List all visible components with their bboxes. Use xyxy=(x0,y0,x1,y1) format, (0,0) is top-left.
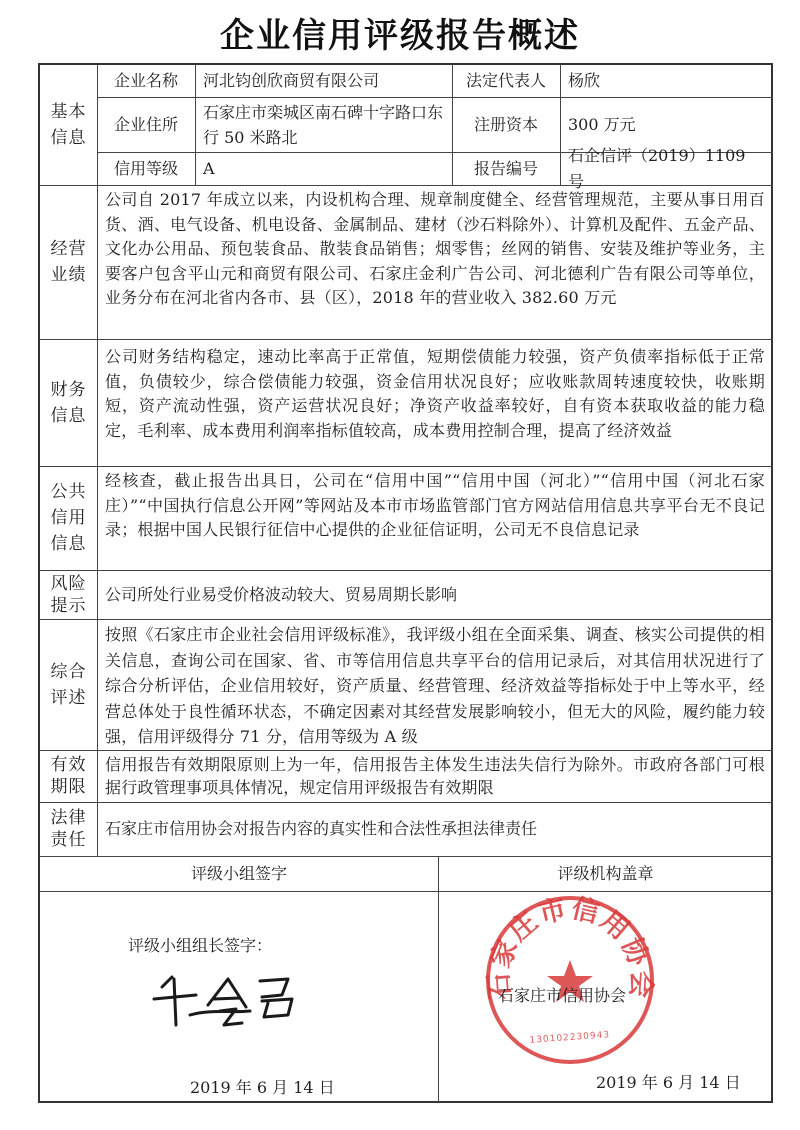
overall-label: 综合评述 xyxy=(50,661,87,708)
risk-text: 公司所处行业易受价格波动较大、贸易周期长影响 xyxy=(105,584,458,604)
legal-label: 法律责任 xyxy=(50,808,87,850)
business-label: 经营业绩 xyxy=(50,239,87,285)
legal-rep-value: 杨欣 xyxy=(568,71,601,90)
risk-label: 风险提示 xyxy=(50,573,87,616)
svg-text:130102230943: 130102230943 xyxy=(529,1030,611,1046)
handwritten-signature xyxy=(150,965,340,1035)
document-title: 企业信用评级报告概述 xyxy=(220,16,580,56)
capital-value: 300 万元 xyxy=(568,114,636,134)
official-seal xyxy=(482,892,658,1068)
overall-text: 按照《石家庄市企业社会信用评级标准》，我评级小组在全面采集、调查、核实公司提供的相关信息，查询公司在国家、省、市等信用信息共享平台的信用记录后，对其信用状况进行了综合分析评估，企业信用较好，资产质量、经营管理、经济效益等指标处于中上等水平，经营总体处于良性循环状态，不确定因素对其经营发展影响较小，但无大的风险，履约能力较强，信用评级得分 71 分，信用等级为 A 级 xyxy=(105,625,765,746)
group-signature-header: 评级小组签字 xyxy=(190,863,287,883)
svg-text:石家庄市信用协会: 石家庄市信用协会 xyxy=(483,893,657,1001)
company-name-value: 河北钧创欣商贸有限公司 xyxy=(203,71,380,90)
public-credit-label: 公共信用信息 xyxy=(50,482,87,554)
legal-text: 石家庄市信用协会对报告内容的真实性和合法性承担法律责任 xyxy=(105,819,538,838)
leader-signature-label: 评级小组组长签字： xyxy=(128,936,273,955)
validity-label: 有效期限 xyxy=(50,755,87,797)
grade-value: A xyxy=(203,158,215,178)
public-credit-text: 经核查，截止报告出具日，公司在“信用中国”“信用中国（河北）”“信用中国（河北石家庄）”“中国执行信息公开网”等网站及本市市场监管部门官方网站信用信息共享平台无不良记录；根据中国人民银行征信中心提供的企业征信证明，公司无不良信息记录 xyxy=(105,471,765,539)
org-seal-header: 评级机构盖章 xyxy=(557,863,654,883)
legal-rep-label: 法定代表人 xyxy=(465,71,546,90)
finance-text: 公司财务结构稳定，速动比率高于正常值，短期偿债能力较强，资产负债率指标低于正常值，负债较少，综合偿债能力较强，资金信用状况良好；应收账款周转速度较快，收账期短，资产流动性强，资产运营状况良好；净资产收益率较好，自有资本获取收益的能力稳定，毛利率、成本费用利润率指标值较高，成本费用控制合理，提高了经济效益 xyxy=(105,347,765,440)
basic-info-label: 基本信息 xyxy=(50,102,87,148)
validity-text: 信用报告有效期限原则上为一年，信用报告主体发生违法失信行为除外。市政府各部门可根据行政管理事项具体情况，规定信用评级报告有效期限 xyxy=(105,755,765,797)
company-name-label: 企业名称 xyxy=(113,71,178,90)
group-sign-date: 2019 年 6 月 14 日 xyxy=(190,1078,335,1097)
org-seal-date: 2019 年 6 月 14 日 xyxy=(596,1073,741,1092)
report-no-label: 报告编号 xyxy=(473,158,538,178)
org-name-text: 石家庄市信用协会 xyxy=(498,986,627,1005)
address-label: 企业住所 xyxy=(113,114,178,134)
report-no-value: 石企信评（2019）1109 号 xyxy=(568,145,746,191)
finance-label: 财务信息 xyxy=(50,379,87,426)
grade-label: 信用等级 xyxy=(113,158,178,178)
business-text: 公司自 2017 年成立以来，内设机构合理、规章制度健全、经营管理规范，主要从事日用百货、酒、电气设备、机电设备、金属制品、建材（沙石料除外）、计算机及配件、五金产品、文化办公用品、预包装食品、散装食品销售；烟零售；丝网的销售、安装及维护等业务，主要客户包含平山元和商贸有限公司、石家庄金利广告公司、河北德利广告有限公司等单位，业务分布在河北省内各市、县（区），2018 年的营业收入 382.60 万元 xyxy=(105,190,765,307)
report-table xyxy=(38,63,773,1103)
capital-label: 注册资本 xyxy=(473,114,538,134)
address-value: 石家庄市栾城区南石碑十字路口东行 50 米路北 xyxy=(203,102,444,147)
